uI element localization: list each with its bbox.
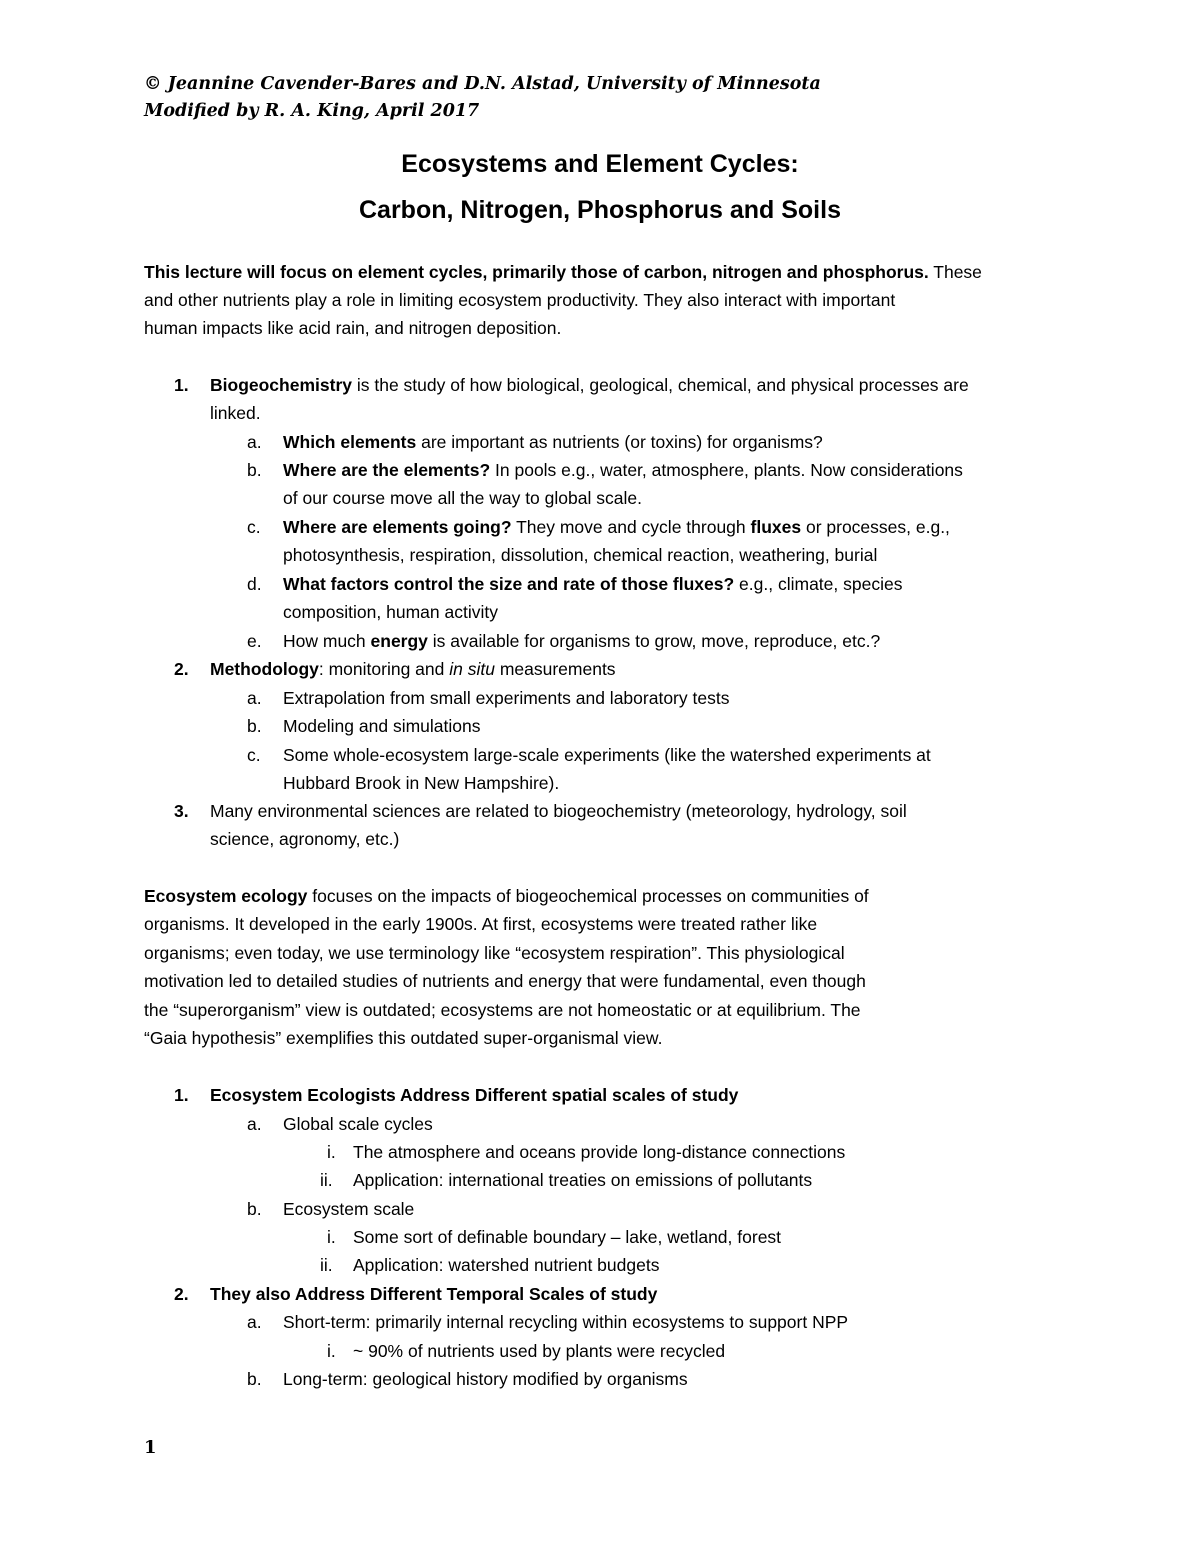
list1-item1-b-rest: In pools e.g., water, atmosphere, plants. Now considerations	[490, 460, 963, 480]
list1-item1-a-rest: are important as nutrients (or toxins) for organisms?	[416, 432, 823, 452]
term-ecosystem-ecology: Ecosystem ecology	[144, 886, 308, 906]
list1-item1-cont: linked.	[210, 403, 261, 423]
copyright-line: © Jeannine Cavender-Bares and D.N. Alstad, University of Minnesota	[144, 74, 821, 94]
list2-item2-a-i-text: ~ 90% of nutrients used by plants were recycled	[353, 1341, 726, 1361]
list2-item2-b-text: Long-term: geological history modified by organisms	[283, 1369, 688, 1389]
page-number: 1	[144, 1437, 157, 1458]
list2-item2-text: They also Address Different Temporal Scales of study	[210, 1284, 658, 1304]
list1-item1-c-mid: They move and cycle through	[511, 517, 751, 537]
term-methodology: Methodology	[210, 659, 319, 679]
list1-item1-d-cont: composition, human activity	[283, 602, 498, 622]
list1-item2-c-text: Some whole-ecosystem large-scale experiments (like the watershed experiments at	[283, 745, 931, 765]
list1-item2-b-text: Modeling and simulations	[283, 716, 481, 736]
list2-item2-a-text: Short-term: primarily internal recycling within ecosystems to support NPP	[283, 1312, 849, 1332]
list2-item2-number: 2.	[174, 1284, 189, 1304]
para2-line-1	[144, 882, 869, 910]
list1-item1-a-letter: a.	[247, 432, 262, 452]
intro-rest: These	[928, 262, 982, 282]
term-energy: energy	[370, 631, 428, 651]
list1-item1-a-text	[283, 428, 823, 456]
list2-item1-b-letter: b.	[247, 1199, 262, 1219]
para2-line-2: organisms. It developed in the early 1900s. At first, ecosystems were treated rather like	[144, 914, 818, 934]
list1-item1-e-rest: is available for organisms to grow, move, reproduce, etc.?	[427, 631, 881, 651]
list1-item1-b-letter: b.	[247, 460, 262, 480]
list1-item1-c-text	[283, 513, 950, 541]
list1-item1-b-cont: of our course move all the way to global scale.	[283, 488, 642, 508]
list2-item1-b-ii-text: Application: watershed nutrient budgets	[353, 1255, 660, 1275]
list1-item1-number: 1.	[174, 375, 189, 395]
term-where-elements: Where are the elements?	[283, 460, 491, 480]
para2-line-5: the “superorganism” view is outdated; ecosystems are not homeostatic or at equilibrium. The	[144, 1000, 861, 1020]
para2-line-6: “Gaia hypothesis” exemplifies this outdated super-organismal view.	[144, 1028, 663, 1048]
list1-item3-cont: science, agronomy, etc.)	[210, 829, 400, 849]
list1-item1-rest: is the study of how biological, geological, chemical, and physical processes are	[351, 375, 969, 395]
intro-bold: This lecture will focus on element cycles, primarily those of carbon, nitrogen and phosphorus.	[144, 262, 929, 282]
list2-item1-a-i-text: The atmosphere and oceans provide long-distance connections	[353, 1142, 846, 1162]
list2-item1-b-ii-numeral: ii.	[320, 1255, 333, 1275]
list2-item1-a-ii-text: Application: international treaties on emissions of pollutants	[353, 1170, 813, 1190]
list2-item1-a-ii-numeral: ii.	[320, 1170, 333, 1190]
list2-item1-a-text: Global scale cycles	[283, 1114, 433, 1134]
term-where-going: Where are elements going?	[283, 517, 512, 537]
list1-item1-d-letter: d.	[247, 574, 262, 594]
list1-item3-number: 3.	[174, 801, 189, 821]
para2-line-4: motivation led to detailed studies of nutrients and energy that were fundamental, even though	[144, 971, 866, 991]
list1-item2-c-letter: c.	[247, 745, 261, 765]
para2-line-3: organisms; even today, we use terminology like “ecosystem respiration”. This physiological	[144, 943, 845, 963]
intro-line-1	[144, 258, 982, 286]
list1-item1-d-rest: e.g., climate, species	[734, 574, 903, 594]
list2-item2-b-letter: b.	[247, 1369, 262, 1389]
list1-item1-e-pre: How much	[283, 631, 371, 651]
list1-item1-c-cont: photosynthesis, respiration, dissolution, chemical reaction, weathering, burial	[283, 545, 878, 565]
list2-item1-b-i-numeral: i.	[327, 1227, 336, 1247]
para2-rest: focuses on the impacts of biogeochemical processes on communities of	[307, 886, 869, 906]
list2-item1-a-i-numeral: i.	[327, 1142, 336, 1162]
list1-item1-d-text	[283, 570, 902, 598]
document-title-line-1: Ecosystems and Element Cycles:	[401, 150, 799, 178]
list1-item1-c-rest: or processes, e.g.,	[801, 517, 950, 537]
list1-item2-rest: measurements	[494, 659, 616, 679]
term-which-elements: Which elements	[283, 432, 417, 452]
list1-item3-text: Many environmental sciences are related to biogeochemistry (meteorology, hydrology, soil	[210, 801, 907, 821]
document-title-line-2: Carbon, Nitrogen, Phosphorus and Soils	[359, 196, 841, 224]
term-fluxes: fluxes	[750, 517, 802, 537]
list1-item2-a-letter: a.	[247, 688, 262, 708]
list1-item2-b-letter: b.	[247, 716, 262, 736]
list2-item1-b-i-text: Some sort of definable boundary – lake, wetland, forest	[353, 1227, 782, 1247]
intro-line-2: and other nutrients play a role in limiting ecosystem productivity. They also interact with important	[144, 290, 896, 310]
list2-item1-text: Ecosystem Ecologists Address Different spatial scales of study	[210, 1085, 739, 1105]
term-in-situ: in situ	[449, 659, 495, 679]
list1-item2-text	[210, 655, 616, 683]
list2-item2-a-i-numeral: i.	[327, 1341, 336, 1361]
list2-item1-number: 1.	[174, 1085, 189, 1105]
modified-by-line: Modified by R. A. King, April 2017	[144, 101, 480, 121]
intro-line-3: human impacts like acid rain, and nitrogen deposition.	[144, 318, 562, 338]
list1-item1-text	[210, 371, 969, 399]
list2-item2-a-letter: a.	[247, 1312, 262, 1332]
list2-item1-a-letter: a.	[247, 1114, 262, 1134]
term-biogeochemistry: Biogeochemistry	[210, 375, 352, 395]
list1-item1-b-text	[283, 456, 963, 484]
list1-item1-e-text	[283, 627, 880, 655]
list1-item1-e-letter: e.	[247, 631, 262, 651]
list2-item1-b-text: Ecosystem scale	[283, 1199, 415, 1219]
list1-item2-c-cont: Hubbard Brook in New Hampshire).	[283, 773, 560, 793]
list1-item2-mid: : monitoring and	[318, 659, 450, 679]
list1-item2-number: 2.	[174, 659, 189, 679]
list1-item2-a-text: Extrapolation from small experiments and laboratory tests	[283, 688, 730, 708]
list1-item1-c-letter: c.	[247, 517, 261, 537]
term-what-factors: What factors control the size and rate of those fluxes?	[283, 574, 735, 594]
